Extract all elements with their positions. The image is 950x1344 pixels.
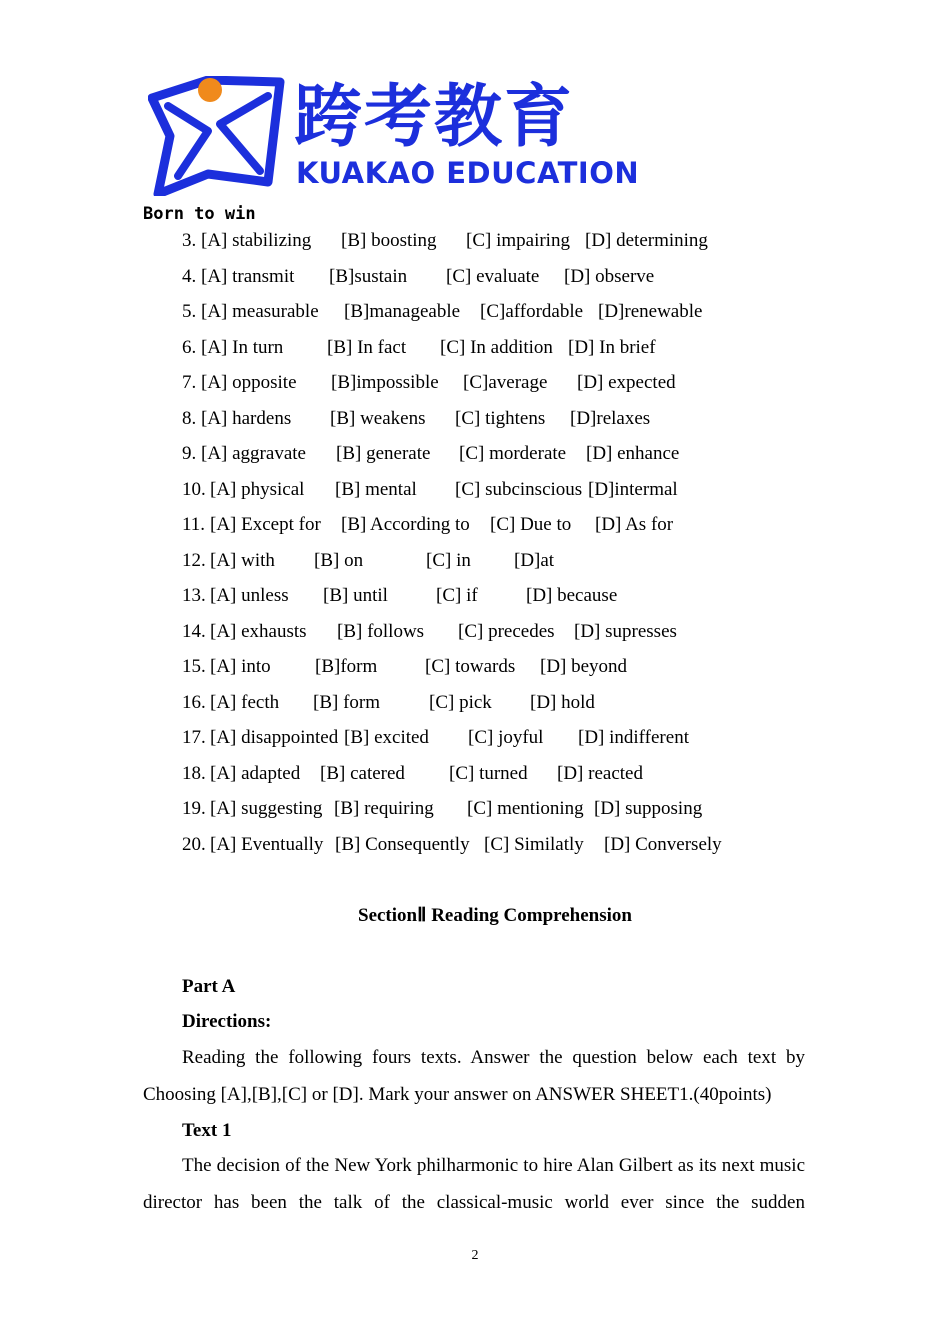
option-d: [D] because (526, 585, 618, 606)
option-b: [B] Consequently (335, 834, 470, 855)
option-c: [C] impairing (466, 230, 570, 251)
question-number: 19. (182, 798, 206, 819)
section-title: SectionⅡ Reading Comprehension (358, 905, 632, 926)
question-number: 12. (182, 550, 206, 571)
option-d: [D]intermal (588, 479, 678, 500)
text1-line1: The decision of the New York philharmonic to hire Alan Gilbert as its next music (182, 1155, 805, 1176)
option-a: [A] In turn (201, 337, 284, 358)
option-a: [A] fecth (210, 692, 280, 713)
option-d: [D] supresses (574, 621, 677, 642)
option-c: [C]affordable (480, 301, 584, 322)
option-c: [C] evaluate (446, 266, 540, 287)
question-number: 4. (182, 266, 197, 287)
option-c: [C] in (426, 550, 471, 571)
question-number: 14. (182, 621, 206, 642)
option-a: [A] suggesting (210, 798, 323, 819)
option-b: [B] weakens (330, 408, 426, 429)
slogan: Born to win (143, 204, 256, 224)
option-b: [B] generate (336, 443, 431, 464)
option-d: [D] determining (585, 230, 708, 251)
page-number: 2 (471, 1248, 479, 1263)
option-a: [A] Except for (210, 514, 321, 535)
logo-english-text: KUAKAO EDUCATION (296, 156, 640, 190)
question-number: 16. (182, 692, 206, 713)
option-d: [D] In brief (568, 337, 656, 358)
option-a: [A] transmit (201, 266, 295, 287)
option-b: [B] form (313, 692, 381, 713)
option-b: [B] catered (320, 763, 405, 784)
option-d: [D] supposing (594, 798, 703, 819)
option-b: [B]form (315, 656, 378, 677)
option-c: [C] towards (425, 656, 516, 677)
option-d: [D] observe (564, 266, 655, 287)
option-c: [C] mentioning (467, 798, 584, 819)
option-a: [A] aggravate (201, 443, 306, 464)
option-d: [D] expected (577, 372, 676, 393)
option-b: [B] on (314, 550, 364, 571)
question-number: 6. (182, 337, 197, 358)
question-number: 7. (182, 372, 197, 393)
option-d: [D] Conversely (604, 834, 722, 855)
option-b: [B] follows (337, 621, 425, 642)
question-number: 18. (182, 763, 206, 784)
directions-text-line2: Choosing [A],[B],[C] or [D]. Mark your answer on ANSWER SHEET1.(40points) (143, 1084, 772, 1105)
question-number: 15. (182, 656, 206, 677)
option-b: [B]impossible (331, 372, 439, 393)
option-a: [A] adapted (210, 763, 301, 784)
option-b: [B] According to (341, 514, 470, 535)
option-a: [A] exhausts (210, 621, 307, 642)
option-a: [A] hardens (201, 408, 292, 429)
option-d: [D]at (514, 550, 555, 571)
part-a-heading: Part A (182, 976, 236, 997)
option-c: [C] precedes (458, 621, 555, 642)
option-c: [C] In addition (440, 337, 553, 358)
option-b: [B] mental (335, 479, 417, 500)
option-a: [A] unless (210, 585, 289, 606)
question-number: 17. (182, 727, 206, 748)
option-a: [A] into (210, 656, 271, 677)
option-c: [C] morderate (459, 443, 567, 464)
option-d: [D] enhance (586, 443, 680, 464)
option-d: [D]renewable (598, 301, 703, 322)
question-number: 5. (182, 301, 197, 322)
option-c: [C]average (463, 372, 548, 393)
question-number: 3. (182, 230, 197, 251)
option-b: [B] excited (344, 727, 429, 748)
logo-mark-icon (148, 76, 288, 196)
option-a: [A] disappointed (210, 727, 339, 748)
option-a: [A] Eventually (210, 834, 324, 855)
question-number: 9. (182, 443, 197, 464)
option-c: [C] subcinscious (455, 479, 583, 500)
option-a: [A] with (210, 550, 275, 571)
text1-heading: Text 1 (182, 1120, 232, 1141)
question-number: 13. (182, 585, 206, 606)
option-c: [C] Due to (490, 514, 572, 535)
directions-text-line1: Reading the following fours texts. Answer the question below each text by (182, 1047, 805, 1068)
option-a: [A] measurable (201, 301, 319, 322)
question-number: 20. (182, 834, 206, 855)
option-d: [D]relaxes (570, 408, 651, 429)
text1-line2: director has been the talk of the classical-music world ever since the sudden (143, 1192, 805, 1213)
option-a: [A] physical (210, 479, 305, 500)
option-d: [D] hold (530, 692, 595, 713)
option-c: [C] pick (429, 692, 492, 713)
option-c: [C] if (436, 585, 478, 606)
question-number: 11. (182, 514, 206, 535)
option-d: [D] reacted (557, 763, 643, 784)
option-d: [D] As for (595, 514, 674, 535)
option-b: [B] boosting (341, 230, 437, 251)
option-a: [A] stabilizing (201, 230, 312, 251)
option-c: [C] tightens (455, 408, 546, 429)
option-b: [B]manageable (344, 301, 461, 322)
question-number: 10. (182, 479, 206, 500)
option-b: [B] requiring (334, 798, 434, 819)
option-c: [C] Similatly (484, 834, 584, 855)
option-a: [A] opposite (201, 372, 297, 393)
logo-chinese-text: 跨考教育 (294, 78, 575, 157)
question-number: 8. (182, 408, 197, 429)
option-d: [D] beyond (540, 656, 628, 677)
option-b: [B] until (323, 585, 388, 606)
directions-heading: Directions: (182, 1011, 272, 1032)
option-d: [D] indifferent (578, 727, 689, 748)
option-b: [B] In fact (327, 337, 407, 358)
option-c: [C] joyful (468, 727, 544, 748)
option-b: [B]sustain (329, 266, 408, 287)
option-c: [C] turned (449, 763, 528, 784)
